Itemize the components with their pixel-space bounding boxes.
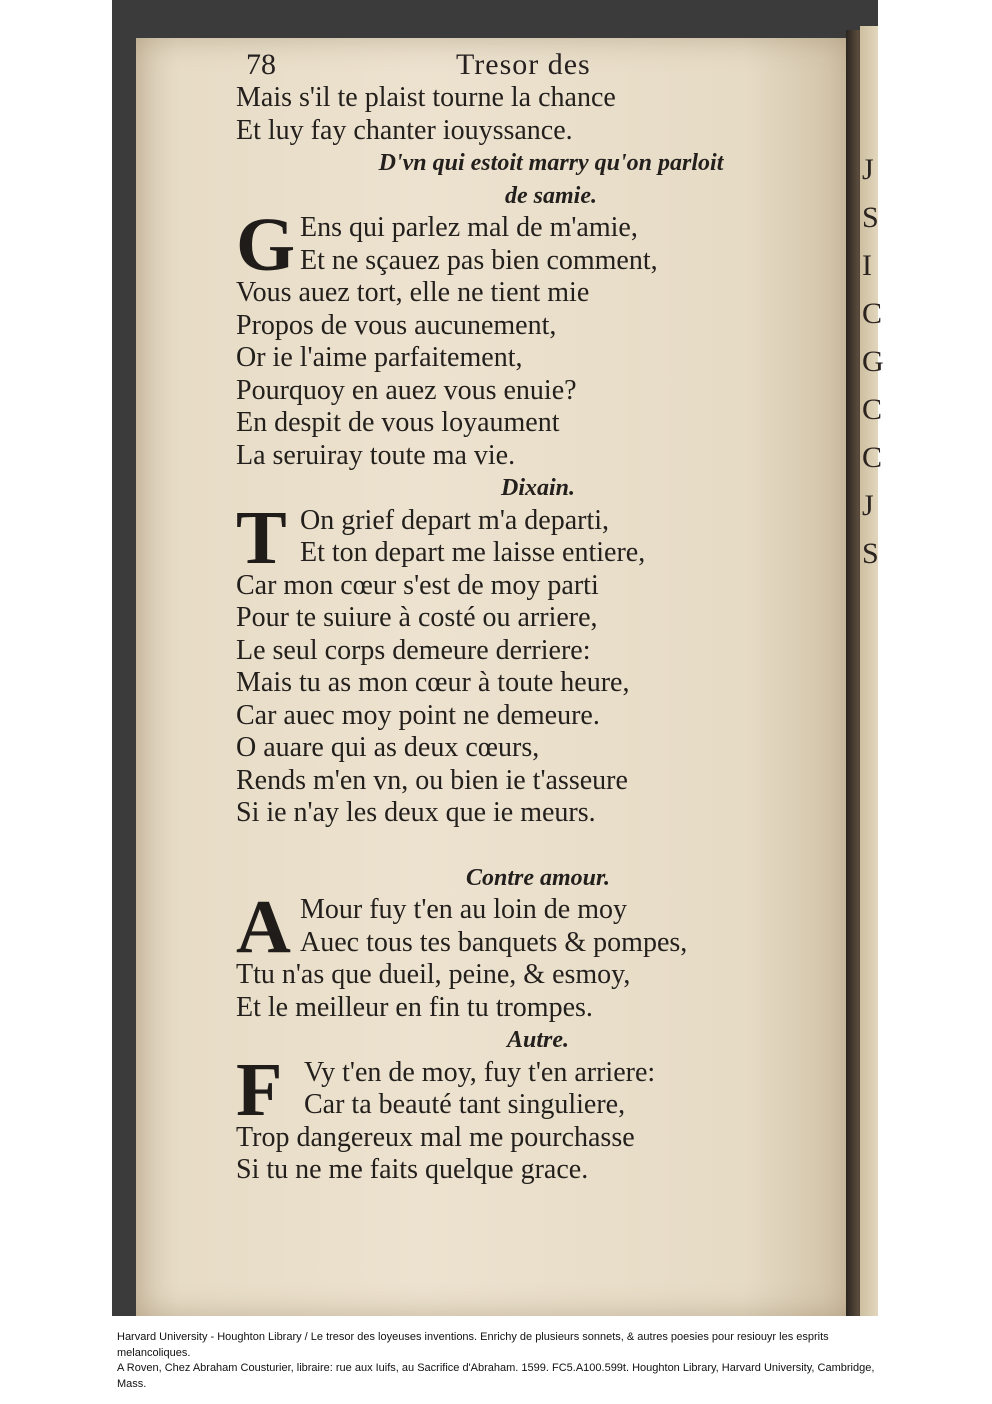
poem-line: Vy t'en de moy, fuy t'en arriere: <box>304 1056 656 1088</box>
stanza <box>236 203 796 472</box>
section-heading: Dixain. <box>500 475 575 501</box>
section-heading: Autre. <box>506 1027 569 1053</box>
poem-line: Et luy fay chanter iouyssance. <box>236 114 573 146</box>
poem-line: Car auec moy point ne demeure. <box>236 699 600 731</box>
poem-line: Et ne sçauez pas bien comment, <box>300 244 658 276</box>
image-caption <box>117 1330 877 1392</box>
scanned-page-image <box>112 0 884 1316</box>
poem-line: O auare qui as deux cœurs, <box>236 732 540 763</box>
poem-line: Pourquoy en auez vous enuie? <box>236 374 577 406</box>
page-number: 78 <box>246 48 276 81</box>
poem-line: Mour fuy t'en au loin de moy <box>300 894 627 925</box>
poem-line: En despit de vous loyaument <box>236 407 560 438</box>
poem-line: Ens qui parlez mal de m'amie, <box>300 212 638 243</box>
poem-line: Si ie n'ay les deux que ie meurs. <box>236 797 596 828</box>
poem-line: Mais s'il te plaist tourne la chance <box>236 82 616 113</box>
poem-line: Le seul corps demeure derriere: <box>236 634 591 666</box>
section-heading: Contre amour. <box>465 864 611 891</box>
poem-line: Et le meilleur en fin tu trompes. <box>236 991 593 1023</box>
facing-page-edge <box>860 26 884 1316</box>
poem-line: Propos de vous aucunement, <box>236 309 557 341</box>
stanza <box>236 495 796 830</box>
poem-line: Rends m'en vn, ou bien ie t'asseure <box>236 764 628 796</box>
running-head: Tresor des <box>456 48 591 81</box>
stanza <box>236 1047 796 1187</box>
section-heading: de samie. <box>505 182 597 209</box>
poem-line: Et ton depart me laisse entiere, <box>300 537 646 568</box>
spacer <box>236 830 796 862</box>
poem-line: Car mon cœur s'est de moy parti <box>236 569 599 601</box>
drop-capital: A <box>236 885 291 969</box>
caption-line-1: Harvard University - Houghton Library / Le tresor des loyeuses inventions. Enrichy de plusieurs sonnets, & autres poesies pour resiouyr les esprits melancoliques. <box>117 1331 829 1359</box>
poem-line: La seruiray toute ma vie. <box>236 439 516 471</box>
poem-line: Vous auez tort, elle ne tient mie <box>236 277 590 308</box>
stanza <box>236 885 796 1024</box>
drop-capital: G <box>236 203 296 287</box>
drop-capital: T <box>236 495 287 580</box>
caption-line-2: A Roven, Chez Abraham Cousturier, libraire: rue aux Iuifs, au Sacrifice d'Abraham. 1599. FC5.A100.599t. Houghton Library, Harvard University, Cambridge, Mass. <box>117 1362 875 1390</box>
poem-line: Si tu ne me faits quelque grace. <box>236 1154 589 1185</box>
poem-line: Auec tous tes banquets & pompes, <box>300 926 688 958</box>
poem-line: Pour te suiure à costé ou arriere, <box>236 602 598 633</box>
facing-page-letters: J S I C G C C J S <box>862 153 884 570</box>
poem-line: Or ie l'aime parfaitement, <box>236 342 523 373</box>
poem-line: On grief depart m'a departi, <box>300 504 610 536</box>
poem-line: Ttu n'as que dueil, peine, & esmoy, <box>236 959 631 990</box>
drop-capital: F <box>236 1047 283 1132</box>
poem-text <box>236 82 796 1187</box>
poem-line: Mais tu as mon cœur à toute heure, <box>236 667 630 698</box>
section-heading: D'vn qui estoit marry qu'on parloit <box>378 150 724 176</box>
poem-line: Trop dangereux mal me pourchasse <box>236 1121 635 1153</box>
poem-line: Car ta beauté tant singuliere, <box>304 1089 626 1120</box>
book-page <box>136 38 852 1316</box>
